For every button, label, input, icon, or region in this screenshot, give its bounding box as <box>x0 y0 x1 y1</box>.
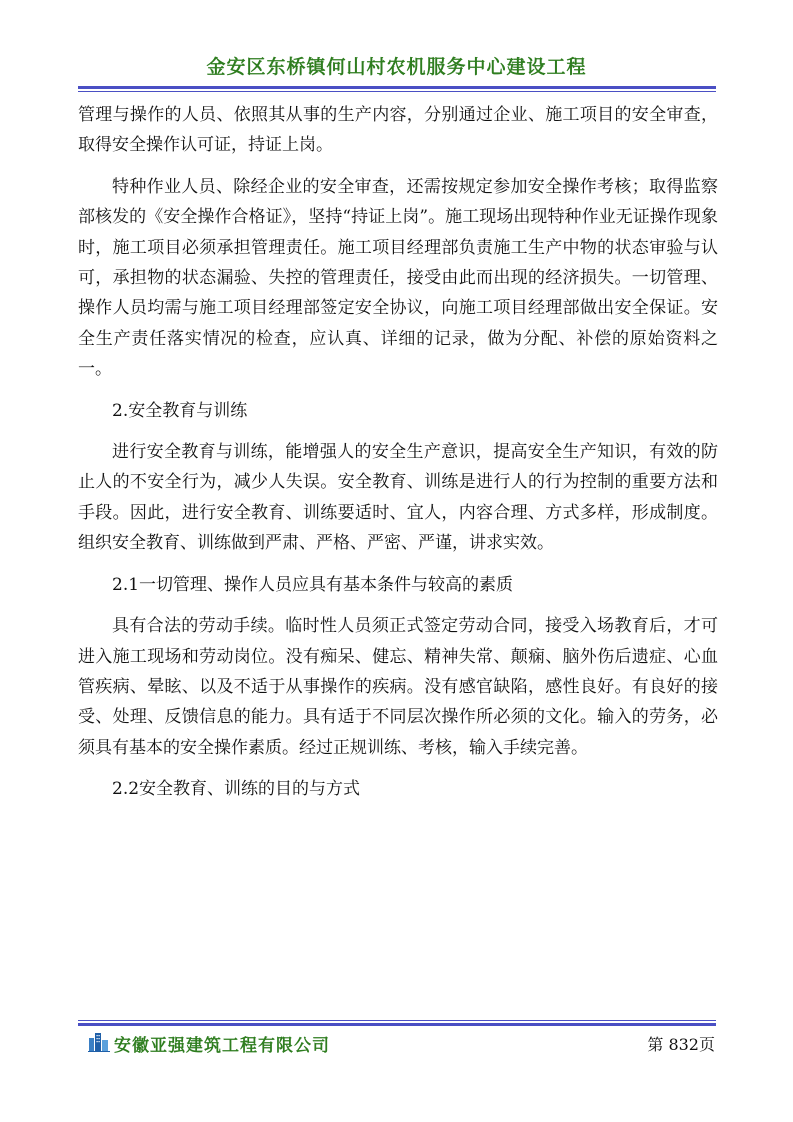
paragraph: 管理与操作的人员、依照其从事的生产内容，分别通过企业、施工项目的安全审查，取得安全操作认可证，持证上岗。 <box>78 105 718 156</box>
document-body <box>78 100 718 816</box>
paragraph: 特种作业人员、除经企业的安全审查，还需按规定参加安全操作考核；取得监察部核发的《安全操作合格证》，坚持“持证上岗”。施工现场出现特种作业无证操作现象时，施工项目必须承担管理责任。施工项目经理部负责施工生产中物的状态审验与认可，承担物的状态漏验、失控的管理责任，接受由此而出现的经济损失。一切管理、操作人员均需与施工项目经理部签定安全协议，向施工项目经理部做出安全保证。安全生产责任落实情况的检查，应认真、详细的记录，做为分配、补偿的原始资料之一。 <box>78 176 718 380</box>
header-rule-thick <box>78 86 716 89</box>
section-heading: 2.2安全教育、训练的目的与方式 <box>112 779 361 800</box>
building-logo-icon <box>88 1030 110 1052</box>
footer-company-name: 安徽亚强建筑工程有限公司 <box>114 1036 330 1056</box>
header-title: 金安区东桥镇何山村农机服务中心建设工程 <box>206 56 587 78</box>
paragraph: 具有合法的劳动手续。临时性人员须正式签定劳动合同，接受入场教育后，才可进入施工现场和劳动岗位。没有痴呆、健忘、精神失常、颠痫、脑外伤后遗症、心血管疾病、晕眩、以及不适于从事操作的疾病。没有感官缺陷，感性良好。有良好的接受、处理、反馈信息的能力。具有适于不同层次操作所必须的文化。输入的劳务，必须具有基本的安全操作素质。经过正规训练、考核，输入手续完善。 <box>78 616 718 758</box>
page-number: 第 832页 <box>647 1035 715 1054</box>
header-rule-thin <box>78 91 716 92</box>
footer-rule-thin <box>78 1020 716 1021</box>
paragraph: 进行安全教育与训练，能增强人的安全生产意识，提高安全生产知识，有效的防止人的不安全行为，减少人失误。安全教育、训练是进行人的行为控制的重要方法和手段。因此，进行安全教育、训练要适时、宜人，内容合理、方式多样，形成制度。组织安全教育、训练做到严肃、严格、严密、严谨，讲求实效。 <box>78 442 718 554</box>
section-heading: 2.安全教育与训练 <box>112 400 248 421</box>
footer-rule-thick <box>78 1023 716 1026</box>
section-heading: 2.1一切管理、操作人员应具有基本条件与较高的素质 <box>112 574 514 595</box>
